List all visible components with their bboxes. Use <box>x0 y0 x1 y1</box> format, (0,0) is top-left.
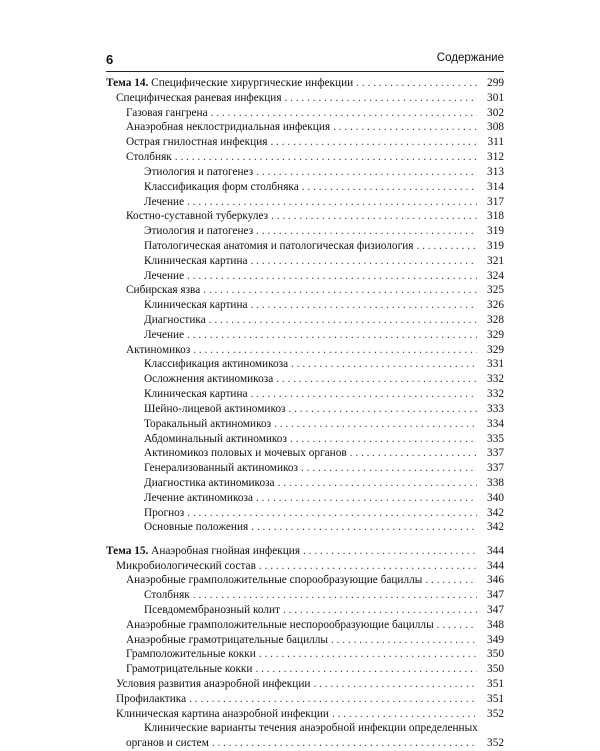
chapter-title: Специфические хирургические инфекции <box>151 77 354 89</box>
leader-dots <box>291 357 477 372</box>
toc-entry-label: Грамположительные кокки <box>126 648 256 661</box>
toc-entry[interactable] <box>106 106 504 121</box>
toc-entry[interactable] <box>106 559 504 574</box>
chapter-prefix: Тема 15. <box>106 544 149 557</box>
toc-entry[interactable] <box>106 135 504 150</box>
toc-entry[interactable] <box>106 588 504 603</box>
leader-dots <box>288 402 477 417</box>
leader-dots <box>251 387 477 402</box>
toc-entry-label: Клинические варианты течения анаэробной инфекции определенных <box>144 722 478 735</box>
toc-entry[interactable] <box>106 209 504 224</box>
toc-page-number: 319 <box>487 225 504 238</box>
toc-entry-label: Анаэробные грамположительные неспорообразующие бациллы <box>126 618 434 631</box>
toc-page-number: 344 <box>487 544 504 557</box>
toc-entry[interactable] <box>106 573 504 588</box>
leader-dots <box>416 239 477 254</box>
leader-dots <box>303 544 477 559</box>
toc-entry-label: Лечение <box>144 195 185 208</box>
toc-page-number: 317 <box>487 195 504 208</box>
toc-entry[interactable] <box>106 446 504 461</box>
toc-page-number: 328 <box>487 314 504 326</box>
toc-entry-label: Псевдомембранозный колит <box>144 603 280 616</box>
leader-dots <box>301 461 477 476</box>
leader-dots <box>211 106 477 121</box>
toc-page-number: 318 <box>487 210 504 223</box>
toc-page-number: 342 <box>487 521 504 534</box>
toc-entry[interactable] <box>106 298 504 313</box>
page-number: 6 <box>106 52 114 67</box>
toc-entry[interactable] <box>106 432 504 447</box>
toc-entry-label: Классификация форм столбняка <box>144 180 299 193</box>
toc-page-number: 332 <box>487 388 504 401</box>
leader-dots <box>255 662 477 677</box>
toc-entry[interactable] <box>106 120 504 135</box>
toc-entry[interactable] <box>106 387 504 402</box>
leader-dots <box>259 647 477 662</box>
toc-page-number: 302 <box>487 106 504 119</box>
toc-entry[interactable] <box>106 402 504 417</box>
toc-page-number: 321 <box>487 254 504 267</box>
toc-page-number: 346 <box>487 574 504 587</box>
toc-entry-label: Анаэробные грамотрицательные бациллы <box>126 633 328 646</box>
leader-dots <box>251 298 477 313</box>
toc-entry[interactable] <box>106 662 504 677</box>
page-header <box>106 52 504 70</box>
toc-entry-label: органов и систем <box>126 737 209 750</box>
toc-page-number: 347 <box>487 589 504 602</box>
toc-page-number: 352 <box>487 737 504 750</box>
leader-dots <box>285 91 477 106</box>
running-title: Содержание <box>436 52 504 64</box>
leader-dots <box>333 120 477 135</box>
toc-entry[interactable] <box>106 372 504 387</box>
toc-page-number: 311 <box>487 136 504 149</box>
toc-entry[interactable] <box>106 224 504 239</box>
toc-page-number: 333 <box>487 402 504 415</box>
toc-entry[interactable] <box>106 736 504 751</box>
toc-page-number: 352 <box>487 707 504 720</box>
leader-dots <box>175 150 477 165</box>
toc-entry-label: Микробиологический состав <box>116 559 256 572</box>
toc-page-number: 335 <box>487 432 504 445</box>
toc-page-number: 350 <box>487 648 504 661</box>
toc-entry[interactable] <box>106 180 504 195</box>
toc-page-number: 337 <box>487 447 504 460</box>
leader-dots <box>331 633 477 648</box>
leader-dots <box>187 195 477 210</box>
toc-entry-label: Профилактика <box>116 692 187 705</box>
toc-entry-label: Классификация актиномикоза <box>144 358 289 371</box>
leader-dots <box>187 328 477 343</box>
leader-dots <box>270 135 477 150</box>
leader-dots <box>274 417 477 432</box>
chapter-prefix: Тема 14. <box>106 77 149 89</box>
toc-entry-label: Осложнения актиномикоза <box>144 373 274 386</box>
toc-entry-label: Шейно-лицевой актиномикоз <box>144 402 286 415</box>
leader-dots <box>437 618 477 633</box>
toc-entry[interactable] <box>106 618 504 633</box>
toc-entry[interactable] <box>106 150 504 165</box>
toc-entry-label: Клиническая картина <box>144 388 248 401</box>
toc-chapter[interactable] <box>106 76 504 91</box>
leader-dots <box>187 506 477 521</box>
toc-entry[interactable] <box>106 491 504 506</box>
toc-entry-label: Столбняк <box>126 151 172 164</box>
leader-dots <box>313 677 477 692</box>
toc-page-number: 312 <box>487 151 504 164</box>
toc-page-number: 350 <box>487 663 504 676</box>
toc-entry-line1[interactable] <box>106 721 504 736</box>
toc-page-number: 351 <box>487 678 504 690</box>
table-of-contents <box>106 76 504 751</box>
toc-entry-label: Клиническая картина <box>144 254 248 267</box>
leader-dots <box>283 603 477 618</box>
toc-entry-label: Актиномикоз половых и мочевых органов <box>144 447 347 460</box>
toc-entry[interactable] <box>106 520 504 535</box>
toc-entry-label: Диагностика <box>144 314 206 326</box>
toc-entry-label: Клиническая картина анаэробной инфекции <box>116 707 329 720</box>
toc-entry[interactable] <box>106 91 504 106</box>
toc-entry[interactable] <box>106 343 504 358</box>
leader-dots <box>276 372 477 387</box>
toc-entry[interactable] <box>106 647 504 662</box>
toc-entry-label: Абдоминальный актиномикоз <box>144 432 287 445</box>
toc-entry[interactable] <box>106 239 504 254</box>
leader-dots <box>356 76 477 91</box>
toc-entry-label: Грамотрицательные кокки <box>126 663 253 676</box>
toc-entry-label: Сибирская язва <box>126 284 201 297</box>
toc-entry[interactable] <box>106 707 504 722</box>
toc-page-number: 313 <box>487 165 504 178</box>
toc-entry-label: Костно-суставной туберкулез <box>126 210 269 223</box>
toc-chapter[interactable] <box>106 544 504 559</box>
toc-page-number: 344 <box>487 559 504 572</box>
toc-entry[interactable] <box>106 195 504 210</box>
toc-page-number: 308 <box>487 121 504 134</box>
leader-dots <box>203 283 477 298</box>
toc-entry-label <box>106 544 300 559</box>
toc-page-number: 326 <box>487 299 504 312</box>
chapter-title: Анаэробная гнойная инфекция <box>151 544 301 557</box>
toc-page-number: 351 <box>487 692 504 705</box>
leader-dots <box>290 432 477 447</box>
toc-entry[interactable] <box>106 417 504 432</box>
toc-page-number: 319 <box>487 239 504 252</box>
toc-entry[interactable] <box>106 603 504 618</box>
toc-entry-label: Анаэробная неклостридиальная инфекция <box>126 121 331 134</box>
toc-entry-label: Клиническая картина <box>144 299 248 312</box>
toc-entry[interactable] <box>106 677 504 692</box>
toc-page-number: 342 <box>487 506 504 519</box>
leader-dots <box>259 559 477 574</box>
header-rule <box>106 71 504 72</box>
toc-entry-label: Основные положения <box>144 521 249 534</box>
toc-entry-label: Патологическая анатомия и патологическая физиология <box>144 239 414 252</box>
toc-entry-label: Анаэробные грамположительные спорообразующие бациллы <box>126 574 423 587</box>
leader-dots <box>187 269 477 284</box>
leader-dots <box>425 573 477 588</box>
leader-dots <box>256 224 477 239</box>
toc-entry-label: Этиология и патогенез <box>144 225 254 238</box>
leader-dots <box>193 343 477 358</box>
toc-entry[interactable] <box>106 269 504 284</box>
toc-page-number: 337 <box>487 462 504 475</box>
toc-page-number: 347 <box>487 603 504 616</box>
leader-dots <box>251 520 477 535</box>
toc-page-number: 325 <box>487 284 504 297</box>
toc-page-number: 340 <box>487 491 504 504</box>
toc-entry[interactable] <box>106 254 504 269</box>
toc-entry[interactable] <box>106 476 504 491</box>
toc-entry-label: Условия развития анаэробной инфекции <box>116 678 311 690</box>
toc-entry-label: Специфическая раневая инфекция <box>116 91 282 104</box>
leader-dots <box>278 476 477 491</box>
toc-entry-label: Столбняк <box>144 589 190 602</box>
toc-entry-label: Этиология и патогенез <box>144 165 254 178</box>
toc-entry-label: Острая гнилостная инфекция <box>126 136 268 149</box>
toc-entry[interactable] <box>106 692 504 707</box>
toc-page-number: 314 <box>487 180 504 193</box>
toc-entry[interactable] <box>106 633 504 648</box>
leader-dots <box>332 707 477 722</box>
toc-entry[interactable] <box>106 165 504 180</box>
toc-page-number: 329 <box>487 328 504 341</box>
toc-entry-label: Лечение <box>144 269 185 282</box>
leader-dots <box>193 588 477 603</box>
toc-entry-label: Генерализованный актиномикоз <box>144 462 299 475</box>
toc-page-number: 332 <box>487 373 504 386</box>
toc-page-number: 331 <box>487 358 504 371</box>
toc-page-number: 349 <box>487 633 504 646</box>
toc-entry-label: Диагностика актиномикоза <box>144 476 275 489</box>
toc-entry[interactable] <box>106 313 504 328</box>
toc-entry[interactable] <box>106 461 504 476</box>
leader-dots <box>302 180 477 195</box>
leader-dots <box>256 165 477 180</box>
toc-entry[interactable] <box>106 506 504 521</box>
toc-page-number: 329 <box>487 343 504 356</box>
toc-page-number: 348 <box>487 618 504 631</box>
toc-page-number: 334 <box>487 417 504 430</box>
leader-dots <box>209 313 477 328</box>
leader-dots <box>256 491 477 506</box>
toc-page-number: 324 <box>487 269 504 282</box>
toc-entry-label: Лечение актиномикоза <box>144 491 253 504</box>
toc-entry[interactable] <box>106 357 504 372</box>
leader-dots <box>350 446 477 461</box>
leader-dots <box>189 692 477 707</box>
toc-entry-label: Лечение <box>144 328 185 341</box>
leader-dots <box>271 209 477 224</box>
toc-page-number: 299 <box>487 77 504 89</box>
toc-entry-label <box>106 76 353 91</box>
toc-entry[interactable] <box>106 328 504 343</box>
toc-entry-label: Торакальный актиномикоз <box>144 417 272 430</box>
toc-entry-label: Газовая гангрена <box>126 106 208 119</box>
leader-dots <box>212 736 477 751</box>
toc-page-number: 338 <box>487 476 504 489</box>
leader-dots <box>251 254 477 269</box>
toc-entry-label: Прогноз <box>144 506 185 519</box>
toc-entry[interactable] <box>106 283 504 298</box>
toc-page-number: 301 <box>487 91 504 104</box>
toc-entry-label: Актиномикоз <box>126 343 191 356</box>
